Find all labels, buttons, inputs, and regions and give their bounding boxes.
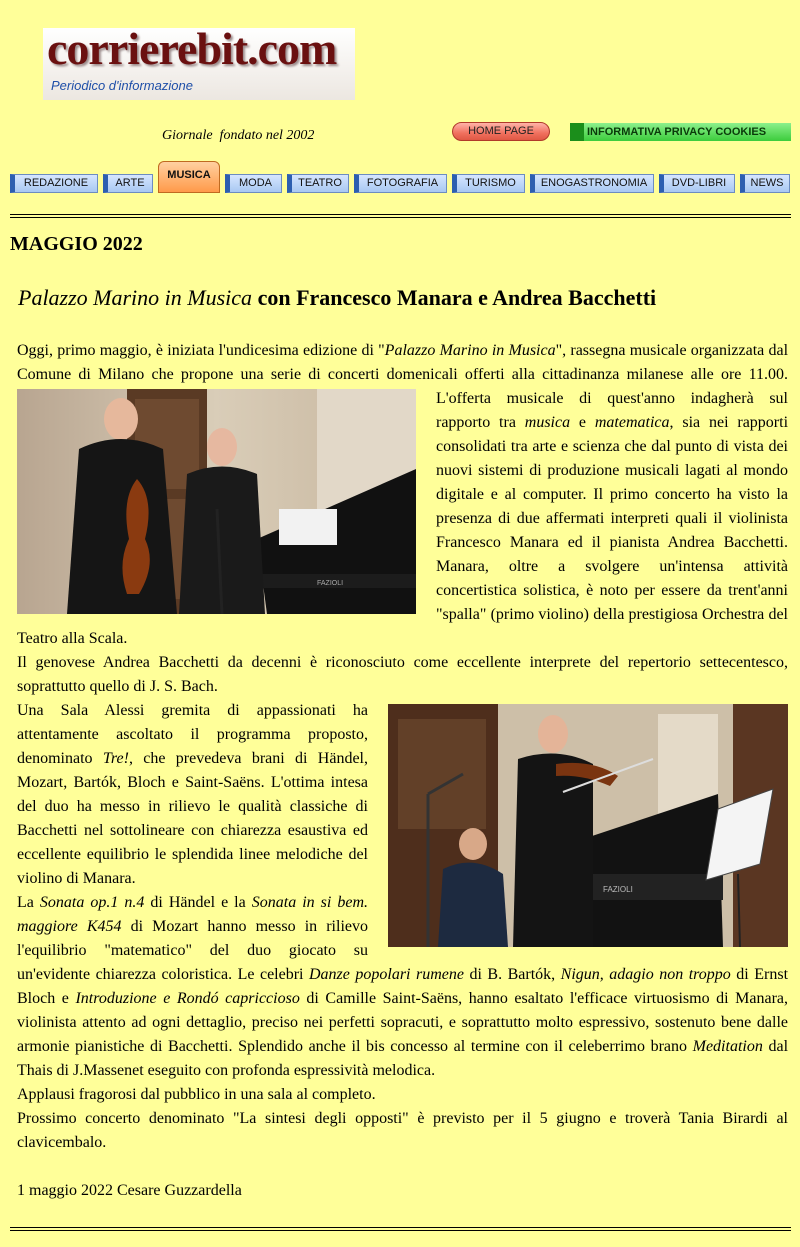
- text-run-italic: Meditation: [692, 1038, 763, 1055]
- text-run: e: [570, 414, 595, 431]
- text-run: Oggi, primo maggio, è iniziata l'undicesima edizione di ": [17, 342, 385, 359]
- nav-news[interactable]: NEWS: [740, 174, 790, 193]
- divider-bottom: [10, 1227, 791, 1231]
- article-paragraph-2: Il genovese Andrea Bacchetti da decenni è riconosciuto come eccellente interprete del repertorio settecentesco, soprattutto quello di J. S. Bach.: [17, 654, 788, 695]
- issue-date: MAGGIO 2022: [10, 233, 143, 255]
- nav-teatro[interactable]: TEATRO: [287, 174, 349, 193]
- text-run-italic: Danze popolari rumene: [309, 966, 464, 983]
- article-paragraph-6: Prossimo concerto denominato "La sintesi degli opposti" è previsto per il 5 giugno e troverà Tania Birardi al clavicembalo.: [17, 1110, 788, 1151]
- home-page-button[interactable]: HOME PAGE: [452, 122, 550, 141]
- text-run: di Händel e la: [144, 894, 252, 911]
- text-run-italic: Tre!: [102, 750, 129, 767]
- article-headline: [18, 285, 656, 311]
- privacy-cookies-button[interactable]: INFORMATIVA PRIVACY COOKIES: [570, 123, 791, 141]
- logo-title: corrierebit.com: [47, 28, 337, 74]
- article-paragraph-5: Applausi fragorosi dal pubblico in una sala al completo.: [17, 1086, 376, 1103]
- nav-turismo[interactable]: TURISMO: [452, 174, 525, 193]
- text-run-italic: Sonata op.1 n.4: [39, 894, 145, 911]
- text-run: , sia nei rapporti consolidati tra arte e scienza che dal punto di vista dei nuovi sistemi di produzione musicali lagati al mondo digitale e al computer. Il primo concerto ha visto la presenza di due affermati interpreti quali il violinista Francesco Manara ed il pianista Andrea Bacchetti. Manara, oltre a svolgere un'intensa attività concertistica solistica, è noto per essere da trent'anni "spalla" (primo violino) della prestigiosa Orchestra del Teatro alla Scala.: [17, 414, 789, 647]
- nav-moda[interactable]: MODA: [225, 174, 282, 193]
- text-run-italic: Nigun, adagio non troppo: [560, 966, 731, 983]
- text-run-italic: Palazzo Marino in Musica: [384, 342, 556, 359]
- text-run-italic: Introduzione e Rondó capriccioso: [75, 990, 300, 1007]
- article-body: [17, 339, 788, 1203]
- article-signature: 1 maggio 2022 Cesare Guzzardella: [17, 1182, 242, 1199]
- piano-brand-2: FAZIOLI: [603, 885, 633, 894]
- headline-italic: Palazzo Marino in Musica: [18, 285, 253, 310]
- nav-dvd-libri[interactable]: DVD-LIBRI: [659, 174, 735, 193]
- piano-brand: FAZIOLI: [317, 580, 344, 587]
- nav-enogastronomia[interactable]: ENOGASTRONOMIA: [530, 174, 654, 193]
- text-run-italic: Sonata in si bem. maggiore K454: [17, 894, 369, 935]
- text-run: Una Sala Alessi gremita di appassionati ha attentamente ascoltato il programma proposto, denominato: [17, 702, 368, 767]
- text-run: di Mozart hanno messo in rilievo l'equilibrio "matematico" del duo giocato su un'evidente chiarezza coloristica. Le celebri: [17, 918, 368, 983]
- nav-arte[interactable]: ARTE: [103, 174, 153, 193]
- text-run-italic: matematica: [594, 414, 670, 431]
- nav-musica[interactable]: MUSICA: [158, 161, 220, 193]
- text-run: di B. Bartók,: [463, 966, 561, 983]
- text-run: dal Thais di J.Massenet eseguito con profonda espressività melodica.: [17, 1038, 789, 1079]
- concert-photo-2: [388, 704, 788, 947]
- logo-subtitle: Periodico d'informazione: [51, 78, 193, 93]
- text-run: di Camille Saint-Saëns, hanno esaltato l'efficace virtuosismo di Manara, violinista attento ad ogni dettaglio, preciso nei perfetti sopracuti, e soprattutto molto espressivo, sostenuto bene dalle armonie pianistiche di Bacchetti. Splendido anche il bis concesso al termine con il celeberrimo brano: [17, 990, 789, 1055]
- article-paragraph-3: [17, 699, 788, 894]
- text-run-italic: musica: [524, 414, 571, 431]
- concert-photo-1: [17, 389, 416, 614]
- spacer: [17, 1155, 788, 1179]
- text-run: La: [17, 894, 40, 911]
- text-run: di Ernst Bloch e: [17, 966, 789, 1007]
- headline-bold: con Francesco Manara e Andrea Bacchetti: [257, 285, 657, 310]
- text-run: milanese alle ore 11.00. L'offerta musicale di quest'anno indagherà sul rapporto tra: [436, 366, 788, 431]
- article-paragraph-1: [17, 339, 788, 651]
- site-logo[interactable]: [43, 28, 355, 100]
- text-run: , che prevedeva brani di Händel, Mozart, Bartók, Bloch e Saint-Saëns. L'ottima intesa del duo ha messo in rilievo le qualità classiche di Bacchetti nel sottolineare con chiarezza esaustiva ed eccellente equilibrio le splendida linee melodiche del violino di Manara.: [17, 750, 368, 887]
- nav-fotografia[interactable]: FOTOGRAFIA: [354, 174, 447, 193]
- divider-top: [10, 214, 791, 218]
- text-run: ", rassegna musicale organizzata dal Comune di Milano che propone una serie di concerti domenicali offerti alla cittadinanza: [17, 342, 789, 383]
- founded-note: Giornale fondato nel 2002: [162, 128, 315, 143]
- nav-redazione[interactable]: REDAZIONE: [10, 174, 98, 193]
